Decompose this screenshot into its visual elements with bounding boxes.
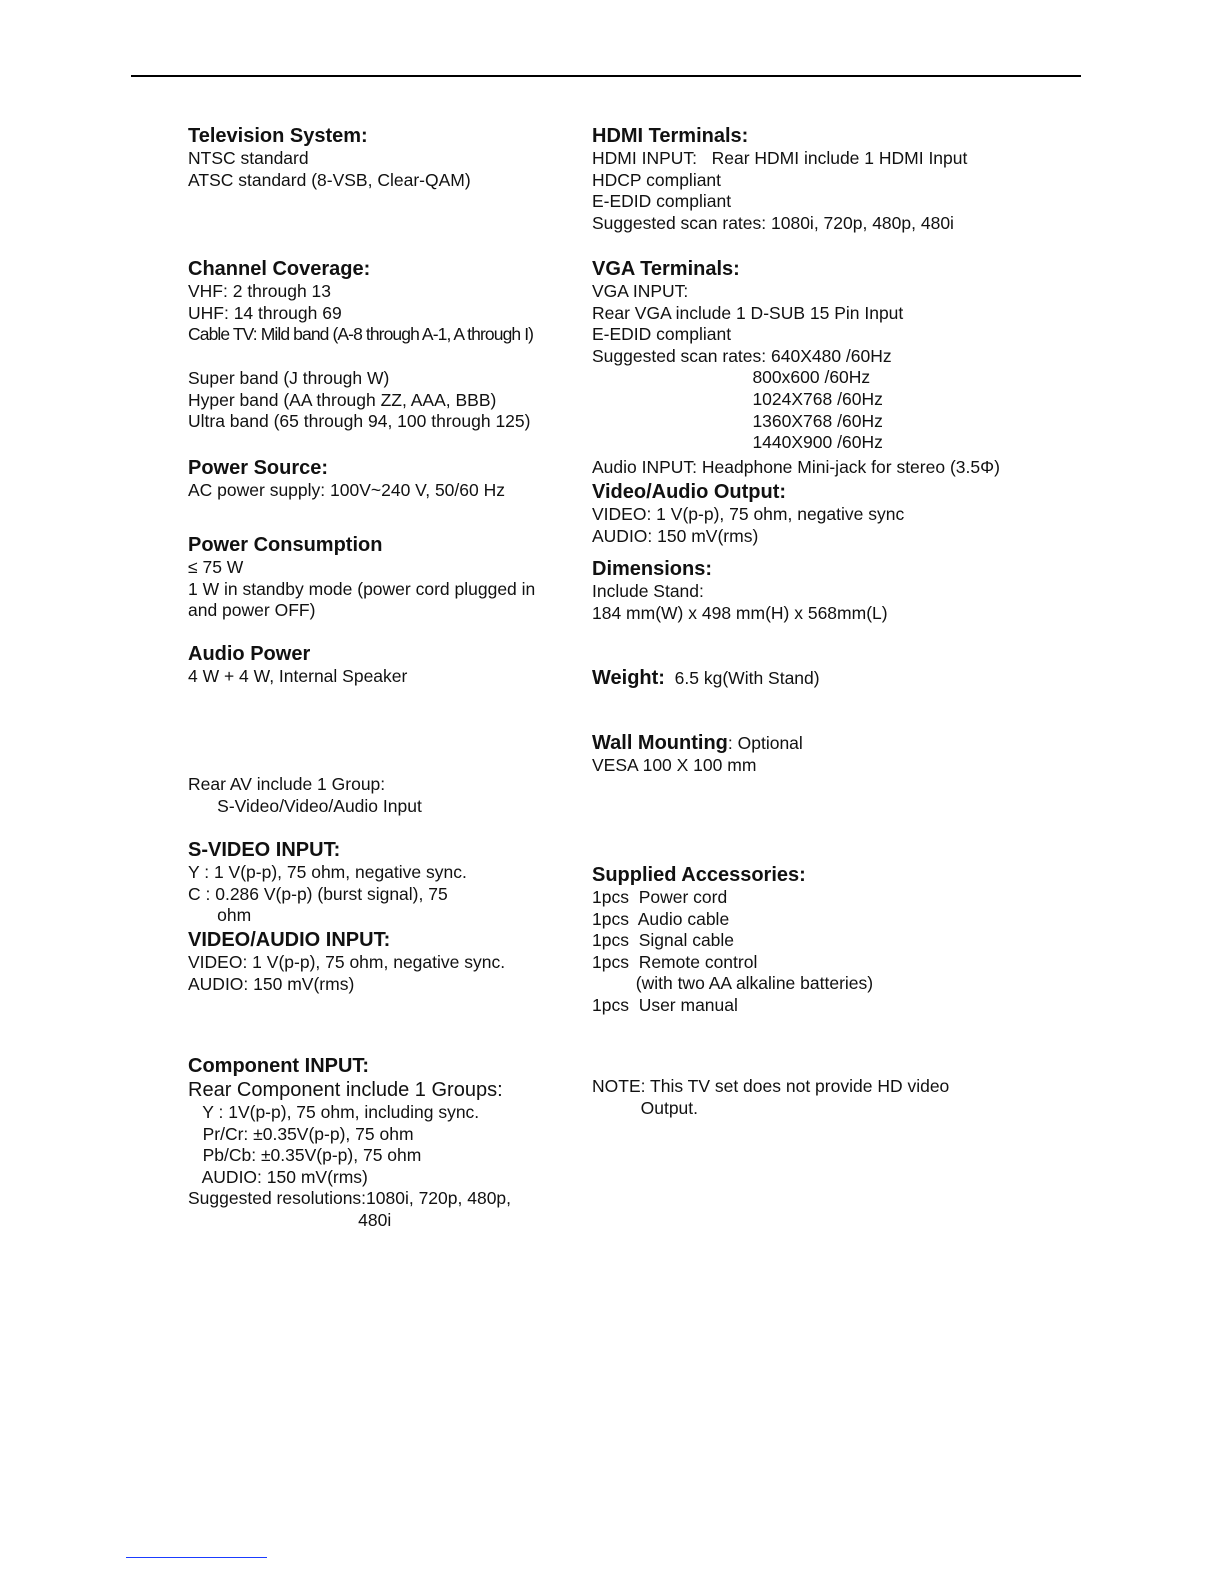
section-heading: Channel Coverage: — [188, 258, 371, 280]
power-source-section — [188, 456, 505, 502]
wall-mounting-value: : Optional — [727, 733, 803, 753]
section-heading: Dimensions: — [592, 558, 713, 580]
spec-line: 4 W + 4 W, Internal Speaker — [188, 666, 408, 686]
section-heading: HDMI Terminals: — [592, 125, 749, 147]
video-audio-output-section — [592, 480, 904, 547]
spec-line: Y : 1 V(p-p), 75 ohm, negative sync. — [188, 862, 467, 882]
spec-line: VGA INPUT: — [592, 281, 689, 301]
weight-section — [592, 666, 820, 690]
spec-line: ohm — [188, 905, 252, 926]
note-line: NOTE: This TV set does not provide HD video — [592, 1076, 950, 1096]
spec-line: C : 0.286 V(p-p) (burst signal), 75 — [188, 883, 448, 904]
vga-terminals-section — [592, 257, 903, 454]
bottom-rule — [126, 1557, 267, 1558]
spec-line: AUDIO: 150 mV(rms) — [188, 973, 355, 994]
spec-line: HDMI INPUT: Rear HDMI include 1 HDMI Input — [592, 148, 968, 168]
note-section — [592, 1076, 949, 1119]
wall-mounting-label: Wall Mounting — [592, 732, 728, 754]
section-heading: VGA Terminals: — [592, 258, 740, 280]
spec-line: 1 W in standby mode (power cord plugged in — [188, 578, 536, 599]
spec-line: VIDEO: 1 V(p-p), 75 ohm, negative sync — [592, 504, 905, 524]
section-heading: Video/Audio Output: — [592, 481, 787, 503]
video-audio-input-section — [188, 928, 505, 995]
accessory-item: 1pcs User manual — [592, 994, 738, 1015]
television-system-section — [188, 124, 471, 191]
hdmi-terminals-section — [592, 124, 967, 234]
spec-line: Pr/Cr: ±0.35V(p-p), 75 ohm — [188, 1123, 414, 1144]
weight-line — [592, 666, 820, 690]
audio-power-section — [188, 642, 407, 688]
section-heading: VIDEO/AUDIO INPUT: — [188, 929, 391, 951]
spec-line: Rear VGA include 1 D-SUB 15 Pin Input — [592, 302, 904, 323]
spec-line: E-EDID compliant — [592, 191, 732, 212]
spec-line: AUDIO: 150 mV(rms) — [592, 525, 759, 546]
spec-line: Cable TV: Mild band (A-8 through A-1, A through I) — [188, 324, 534, 345]
spec-line: Suggested scan rates: 1080i, 720p, 480p, 480i — [592, 212, 954, 233]
accessory-item: 1pcs Audio cable — [592, 908, 730, 929]
spec-line: VHF: 2 through 13 — [188, 281, 331, 301]
wall-mounting-section — [592, 731, 803, 777]
audio-input-line — [592, 457, 1000, 479]
spec-line: Ultra band (65 through 94, 100 through 125) — [188, 411, 531, 432]
spec-line: and power OFF) — [188, 600, 316, 621]
section-heading: Power Consumption — [188, 534, 383, 556]
accessory-item: 1pcs Remote control — [592, 951, 758, 972]
spec-line: ATSC standard (8-VSB, Clear-QAM) — [188, 169, 471, 190]
section-heading: S-VIDEO INPUT: — [188, 839, 341, 861]
section-heading: Supplied Accessories: — [592, 864, 806, 886]
spec-line: ≤ 75 W — [188, 557, 244, 577]
accessory-item: (with two AA alkaline batteries) — [592, 973, 874, 994]
spec-line: 184 mm(W) x 498 mm(H) x 568mm(L) — [592, 602, 888, 623]
spec-line: 1360X768 /60Hz — [592, 410, 883, 431]
dimensions-section — [592, 557, 888, 624]
section-heading: Component INPUT: — [188, 1055, 370, 1077]
spec-line: AC power supply: 100V~240 V, 50/60 Hz — [188, 480, 505, 500]
section-heading: Audio Power — [188, 643, 311, 665]
accessory-item: 1pcs Power cord — [592, 887, 728, 907]
spec-line: Pb/Cb: ±0.35V(p-p), 75 ohm — [188, 1145, 422, 1166]
spec-line: Suggested resolutions:1080i, 720p, 480p, — [188, 1188, 512, 1209]
accessory-item: 1pcs Signal cable — [592, 930, 735, 951]
spec-line: 480i — [188, 1209, 392, 1230]
supplied-accessories-section — [592, 863, 873, 1017]
spec-line: NTSC standard — [188, 148, 309, 168]
weight-value: 6.5 kg(With Stand) — [664, 668, 820, 688]
spec-line: HDCP compliant — [592, 169, 722, 190]
wall-mounting-line — [592, 731, 803, 755]
section-heading: Power Source: — [188, 457, 329, 479]
section-subheading: Rear Component include 1 Groups: — [188, 1079, 503, 1101]
spec-line: UHF: 14 through 69 — [188, 302, 342, 323]
channel-coverage-section — [188, 257, 533, 346]
spec-line: Super band (J through W) — [188, 368, 390, 388]
weight-label: Weight: — [592, 667, 665, 689]
s-video-input-section — [188, 838, 467, 927]
spec-line: E-EDID compliant — [592, 324, 732, 345]
spec-line: AUDIO: 150 mV(rms) — [188, 1166, 368, 1187]
spec-line: Include Stand: — [592, 581, 704, 601]
spec-line: Rear AV include 1 Group: — [188, 774, 386, 794]
spec-line: 1024X768 /60Hz — [592, 388, 883, 409]
spec-line: Hyper band (AA through ZZ, AAA, BBB) — [188, 389, 497, 410]
section-heading: Television System: — [188, 125, 368, 147]
spec-line: Audio INPUT: Headphone Mini-jack for stereo (3.5Φ) — [592, 457, 1000, 477]
note-line: Output. — [592, 1097, 699, 1118]
spec-line: VIDEO: 1 V(p-p), 75 ohm, negative sync. — [188, 952, 506, 972]
component-input-section — [188, 1054, 511, 1232]
spec-line: Suggested scan rates: 640X480 /60Hz — [592, 345, 892, 366]
channel-coverage-more — [188, 368, 530, 433]
top-rule — [131, 75, 1081, 77]
rear-av-section — [188, 774, 422, 817]
spec-line: S-Video/Video/Audio Input — [188, 795, 422, 816]
spec-line: Y : 1V(p-p), 75 ohm, including sync. — [188, 1102, 480, 1122]
spec-line: 800x600 /60Hz — [592, 367, 871, 388]
spec-line: VESA 100 X 100 mm — [592, 755, 757, 775]
power-consumption-section — [188, 533, 535, 622]
spec-line: 1440X900 /60Hz — [592, 432, 883, 453]
